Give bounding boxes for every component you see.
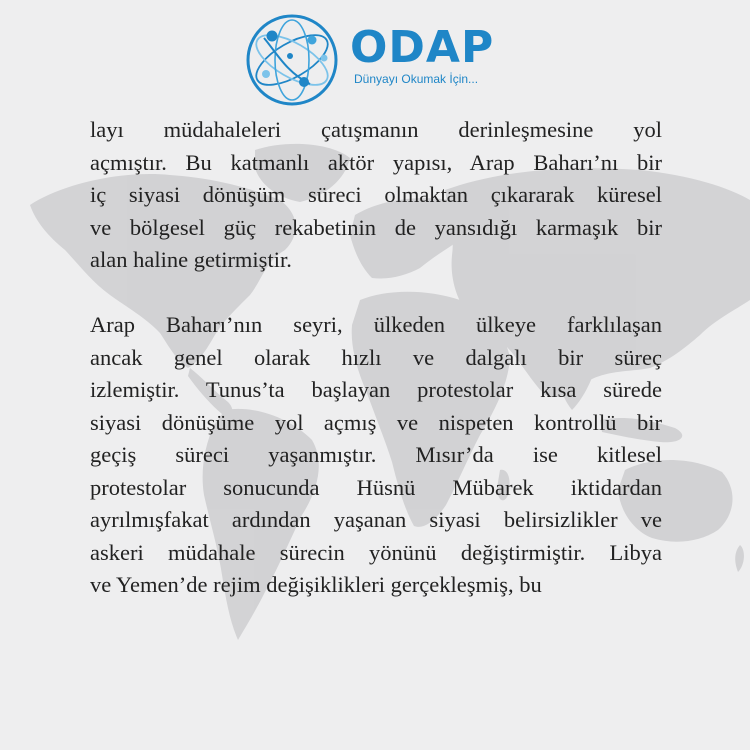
text-line: açmıştır. Bu katmanlı aktör yapısı, Arap Baharı’nı bir (90, 149, 662, 175)
text-line: izlemiştir. Tunus’ta başlayan protestolar kısa sürede (90, 377, 662, 402)
text-line: layı müdahaleleri çatışmanın derinleşmesine yol (90, 117, 662, 142)
paragraph-2 (90, 309, 662, 602)
text-line: Arap Baharı’nın seyri, ülkeden ülkeye farklılaşan (90, 312, 662, 337)
text-line: ancak genel olarak hızlı ve dalgalı bir süreç (90, 344, 662, 370)
text-line: ve Yemen’de rejim değişiklikleri gerçekleşmiş, bu (90, 572, 542, 597)
brand-tagline: Dünyayı Okumak İçin... (354, 72, 479, 86)
text-line: iç siyasi dönüşüm süreci olmaktan çıkararak küresel (90, 182, 662, 207)
text-line: geçiş süreci yaşanmıştır. Mısır’da ise kitlesel (90, 442, 662, 467)
paragraph-gap (90, 277, 662, 310)
text-line: alan haline getirmiştir. (90, 247, 292, 272)
odap-orbit-logo-icon (242, 12, 342, 108)
text-line: protestolar sonucunda Hüsnü Mübarek iktidardan (90, 474, 662, 500)
article-body (90, 114, 662, 602)
text-line: askeri müdahale sürecin yönünü değiştirmiştir. Libya (90, 539, 662, 565)
paragraph-1 (90, 114, 662, 277)
text-line: ayrılmışfakat ardından yaşanan siyasi belirsizlikler ve (90, 507, 662, 532)
brand-name: ODAP (350, 22, 495, 73)
text-line: ve bölgesel güç rekabetinin de yansıdığı karmaşık bir (90, 214, 662, 240)
odap-logo (242, 12, 512, 108)
text-line: siyasi dönüşüme yol açmış ve nispeten kontrollü bir (90, 409, 662, 435)
map-new-zealand (735, 545, 744, 572)
